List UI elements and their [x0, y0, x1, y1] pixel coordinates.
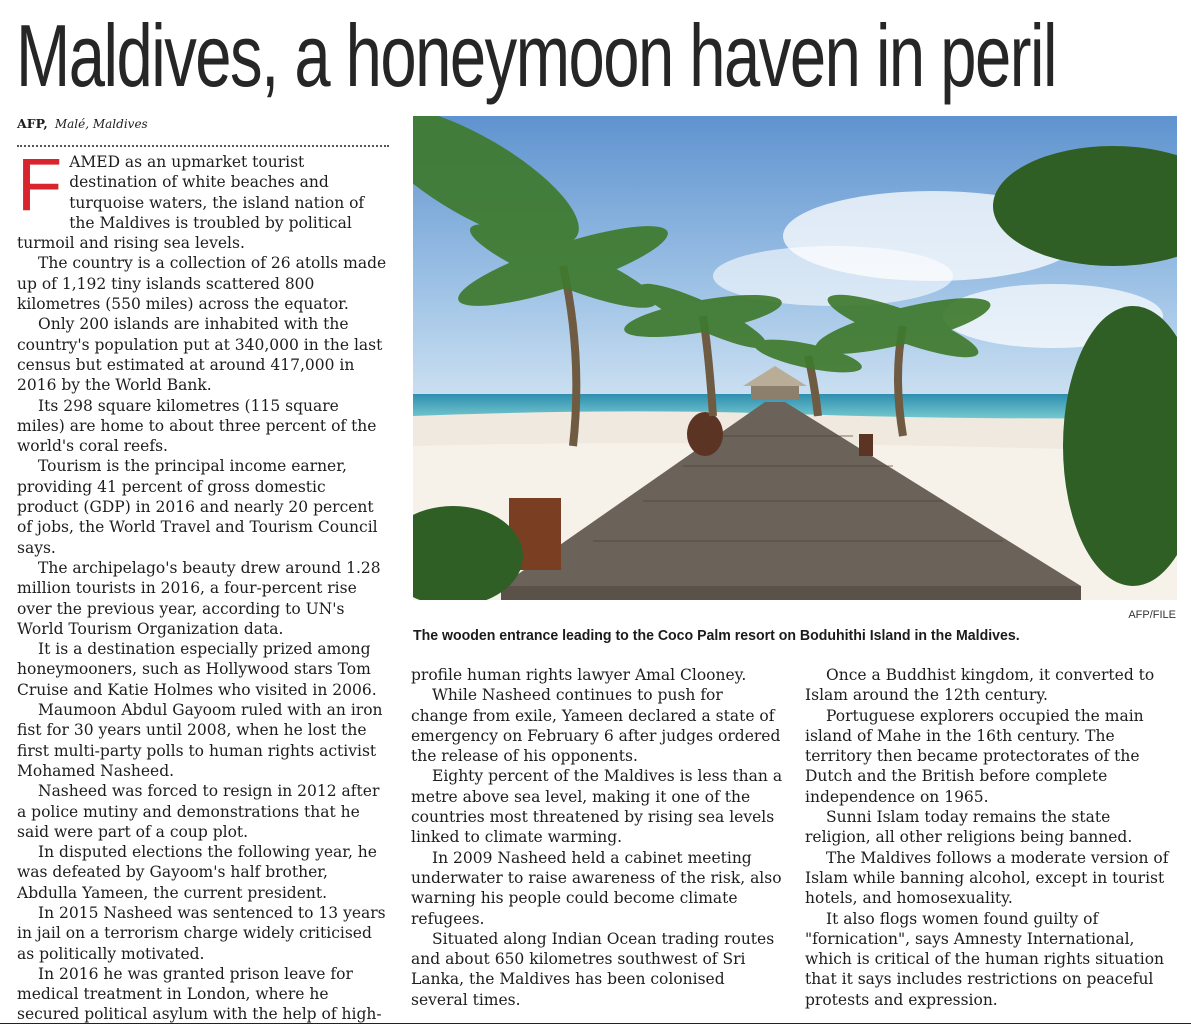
article-paragraph: Eighty percent of the Maldives is less than a metre above sea level, making it one of the countries most threatened by rising sea levels linked to climate warming.: [411, 767, 783, 847]
article-column-2: [411, 665, 783, 1010]
article-paragraph: The archipelago's beauty drew around 1.28 million tourists in 2016, a four-percent rise over the previous year, according to UN's World Tourism Organization data.: [17, 558, 381, 638]
dotted-divider: [17, 145, 389, 147]
article-paragraph: Sunni Islam today remains the state religion, all other religions being banned.: [805, 808, 1133, 847]
article-column-1: [17, 143, 391, 1025]
article-paragraph: In 2015 Nasheed was sentenced to 13 years in jail on a terrorism charge widely criticised as politically motivated.: [17, 903, 386, 963]
article-paragraph: While Nasheed continues to push for change from exile, Yameen declared a state of emergency on February 6 after judges ordered the release of his opponents.: [411, 686, 781, 766]
article-paragraph: It is a destination especially prized among honeymooners, such as Hollywood stars Tom Cruise and Katie Holmes who visited in 2006.: [17, 640, 377, 699]
article-paragraph: Nasheed was forced to resign in 2012 after a police mutiny and demonstrations that he said were part of a coup plot.: [17, 782, 380, 841]
article-paragraph: The country is a collection of 26 atolls made up of 1,192 tiny islands scattered 800 kilometres (550 miles) across the equator.: [17, 254, 387, 314]
article-paragraph: It also flogs women found guilty of "fornication", says Amnesty International, which is critical of the human rights situation that it says includes restrictions on peaceful protests and expression.: [805, 909, 1165, 1009]
lead-text: AMED as an upmarket tourist destination of white beaches and turquoise waters, the island nation of the Maldives is troubled by political turmoil and rising sea levels.: [17, 153, 365, 253]
article-paragraph: In 2016 he was granted prison leave for medical treatment in London, where he secured political asylum with the help of high-: [17, 964, 382, 1024]
resort-photo: [413, 116, 1177, 600]
article-paragraph: In disputed elections the following year, he was defeated by Gayoom's half brother, Abdulla Yameen, the current president.: [17, 843, 377, 902]
article-paragraph: Its 298 square kilometres (115 square miles) are home to about three percent of the world's coral reefs.: [17, 396, 377, 456]
article-paragraph: In 2009 Nasheed held a cabinet meeting underwater to raise awareness of the risk, also warning his people could become climate refugees.: [411, 848, 782, 928]
article-paragraph: Maumoon Abdul Gayoom ruled with an iron fist for 30 years until 2008, when he lost the first multi-party polls to human rights activist Mohamed Nasheed.: [17, 701, 383, 780]
resort-photo-illustration: [413, 116, 1177, 600]
article-paragraph: Portuguese explorers occupied the main island of Mahe in the 16th century. The territory then became protectorates of the Dutch and the British before complete independence on 1965.: [805, 706, 1144, 806]
article-paragraph: [17, 143, 391, 253]
headline: Maldives, a honeymoon haven in peril: [16, 6, 1056, 105]
article-paragraph: Only 200 islands are inhabited with the country's population put at 340,000 in the last census but estimated at around 417,000 in 2016 by the World Bank.: [17, 315, 383, 395]
article-column-3: [805, 665, 1175, 1010]
byline-dateline: Malé, Maldives: [54, 117, 148, 131]
article-paragraph: Once a Buddhist kingdom, it converted to Islam around the 12th century.: [805, 666, 1155, 705]
drop-cap: F: [17, 143, 63, 226]
photo-credit: AFP/FILE: [1128, 609, 1176, 621]
article-paragraph: Situated along Indian Ocean trading routes and about 650 kilometres southwest of Sri Lanka, the Maldives has been colonised several times.: [411, 929, 775, 1009]
article-paragraph: profile human rights lawyer Amal Clooney.: [411, 666, 747, 684]
bottom-rule: [0, 1023, 1191, 1024]
article-paragraph: The Maldives follows a moderate version of Islam while banning alcohol, except in tourist hotels, and homosexuality.: [805, 848, 1169, 908]
byline: [17, 116, 148, 133]
article-paragraph: Tourism is the principal income earner, providing 41 percent of gross domestic product (GDP) in 2016 and nearly 20 percent of jobs, the World Travel and Tourism Council says.: [17, 457, 378, 557]
photo-caption: The wooden entrance leading to the Coco Palm resort on Boduhithi Island in the Maldives.: [413, 627, 1020, 644]
byline-agency: AFP,: [17, 116, 48, 131]
